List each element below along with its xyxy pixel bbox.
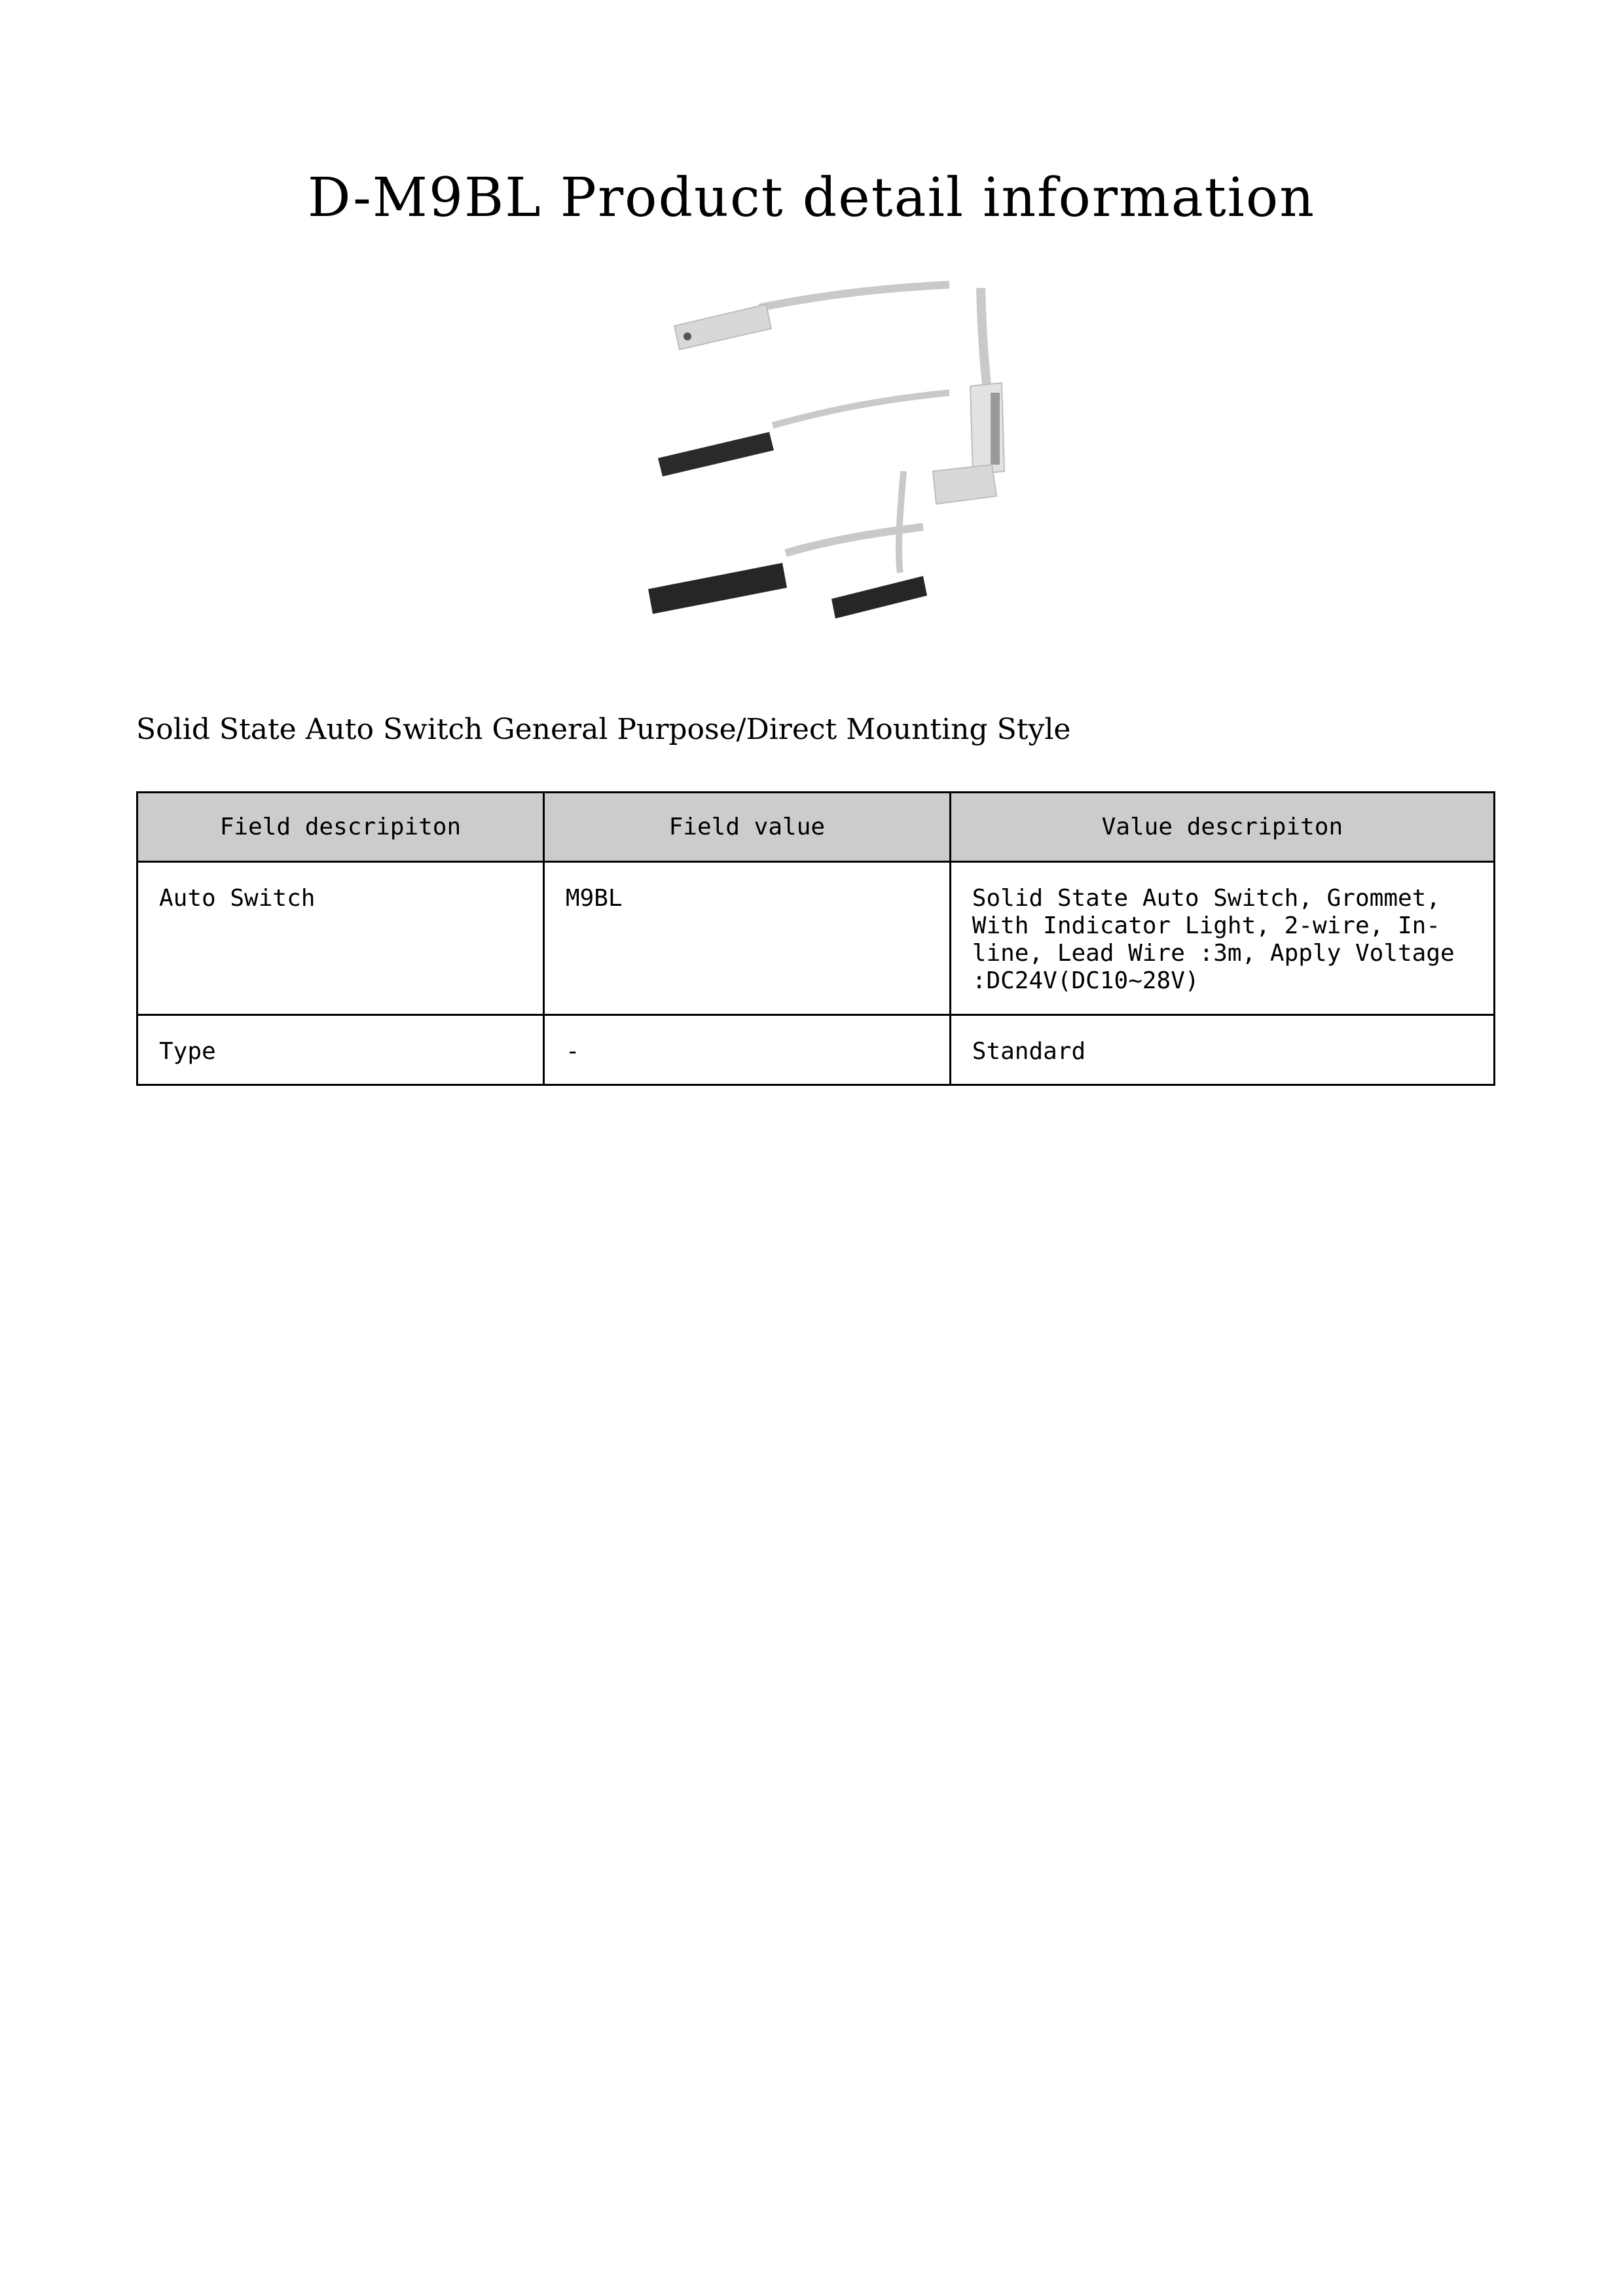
cell-value: - — [543, 1015, 950, 1085]
cell-description: Solid State Auto Switch, Grommet, With Indicator Light, 2-wire, In-line, Lead Wire :3m, Apply Voltage :DC24V(DC10~28V) — [950, 862, 1494, 1015]
table-row — [137, 862, 1495, 1015]
header-value-description: Value descripiton — [950, 793, 1494, 862]
page-title: D-M9BL Product detail information — [307, 167, 1316, 229]
dark-switch-right-angle — [831, 471, 927, 619]
table-header-row — [137, 793, 1495, 862]
product-image — [609, 275, 1028, 668]
section-heading: Solid State Auto Switch General Purpose/Direct Mounting Style — [136, 713, 1071, 746]
cell-description: Standard — [950, 1015, 1494, 1085]
spec-table — [136, 791, 1495, 1086]
cell-field: Auto Switch — [137, 862, 544, 1015]
dark-switch-straight — [658, 393, 949, 476]
cell-value: M9BL — [543, 862, 950, 1015]
table-row — [137, 1015, 1495, 1085]
header-field-description: Field descripiton — [137, 793, 544, 862]
header-field-value: Field value — [543, 793, 950, 862]
light-switch-straight — [674, 285, 949, 350]
cell-field: Type — [137, 1015, 544, 1085]
